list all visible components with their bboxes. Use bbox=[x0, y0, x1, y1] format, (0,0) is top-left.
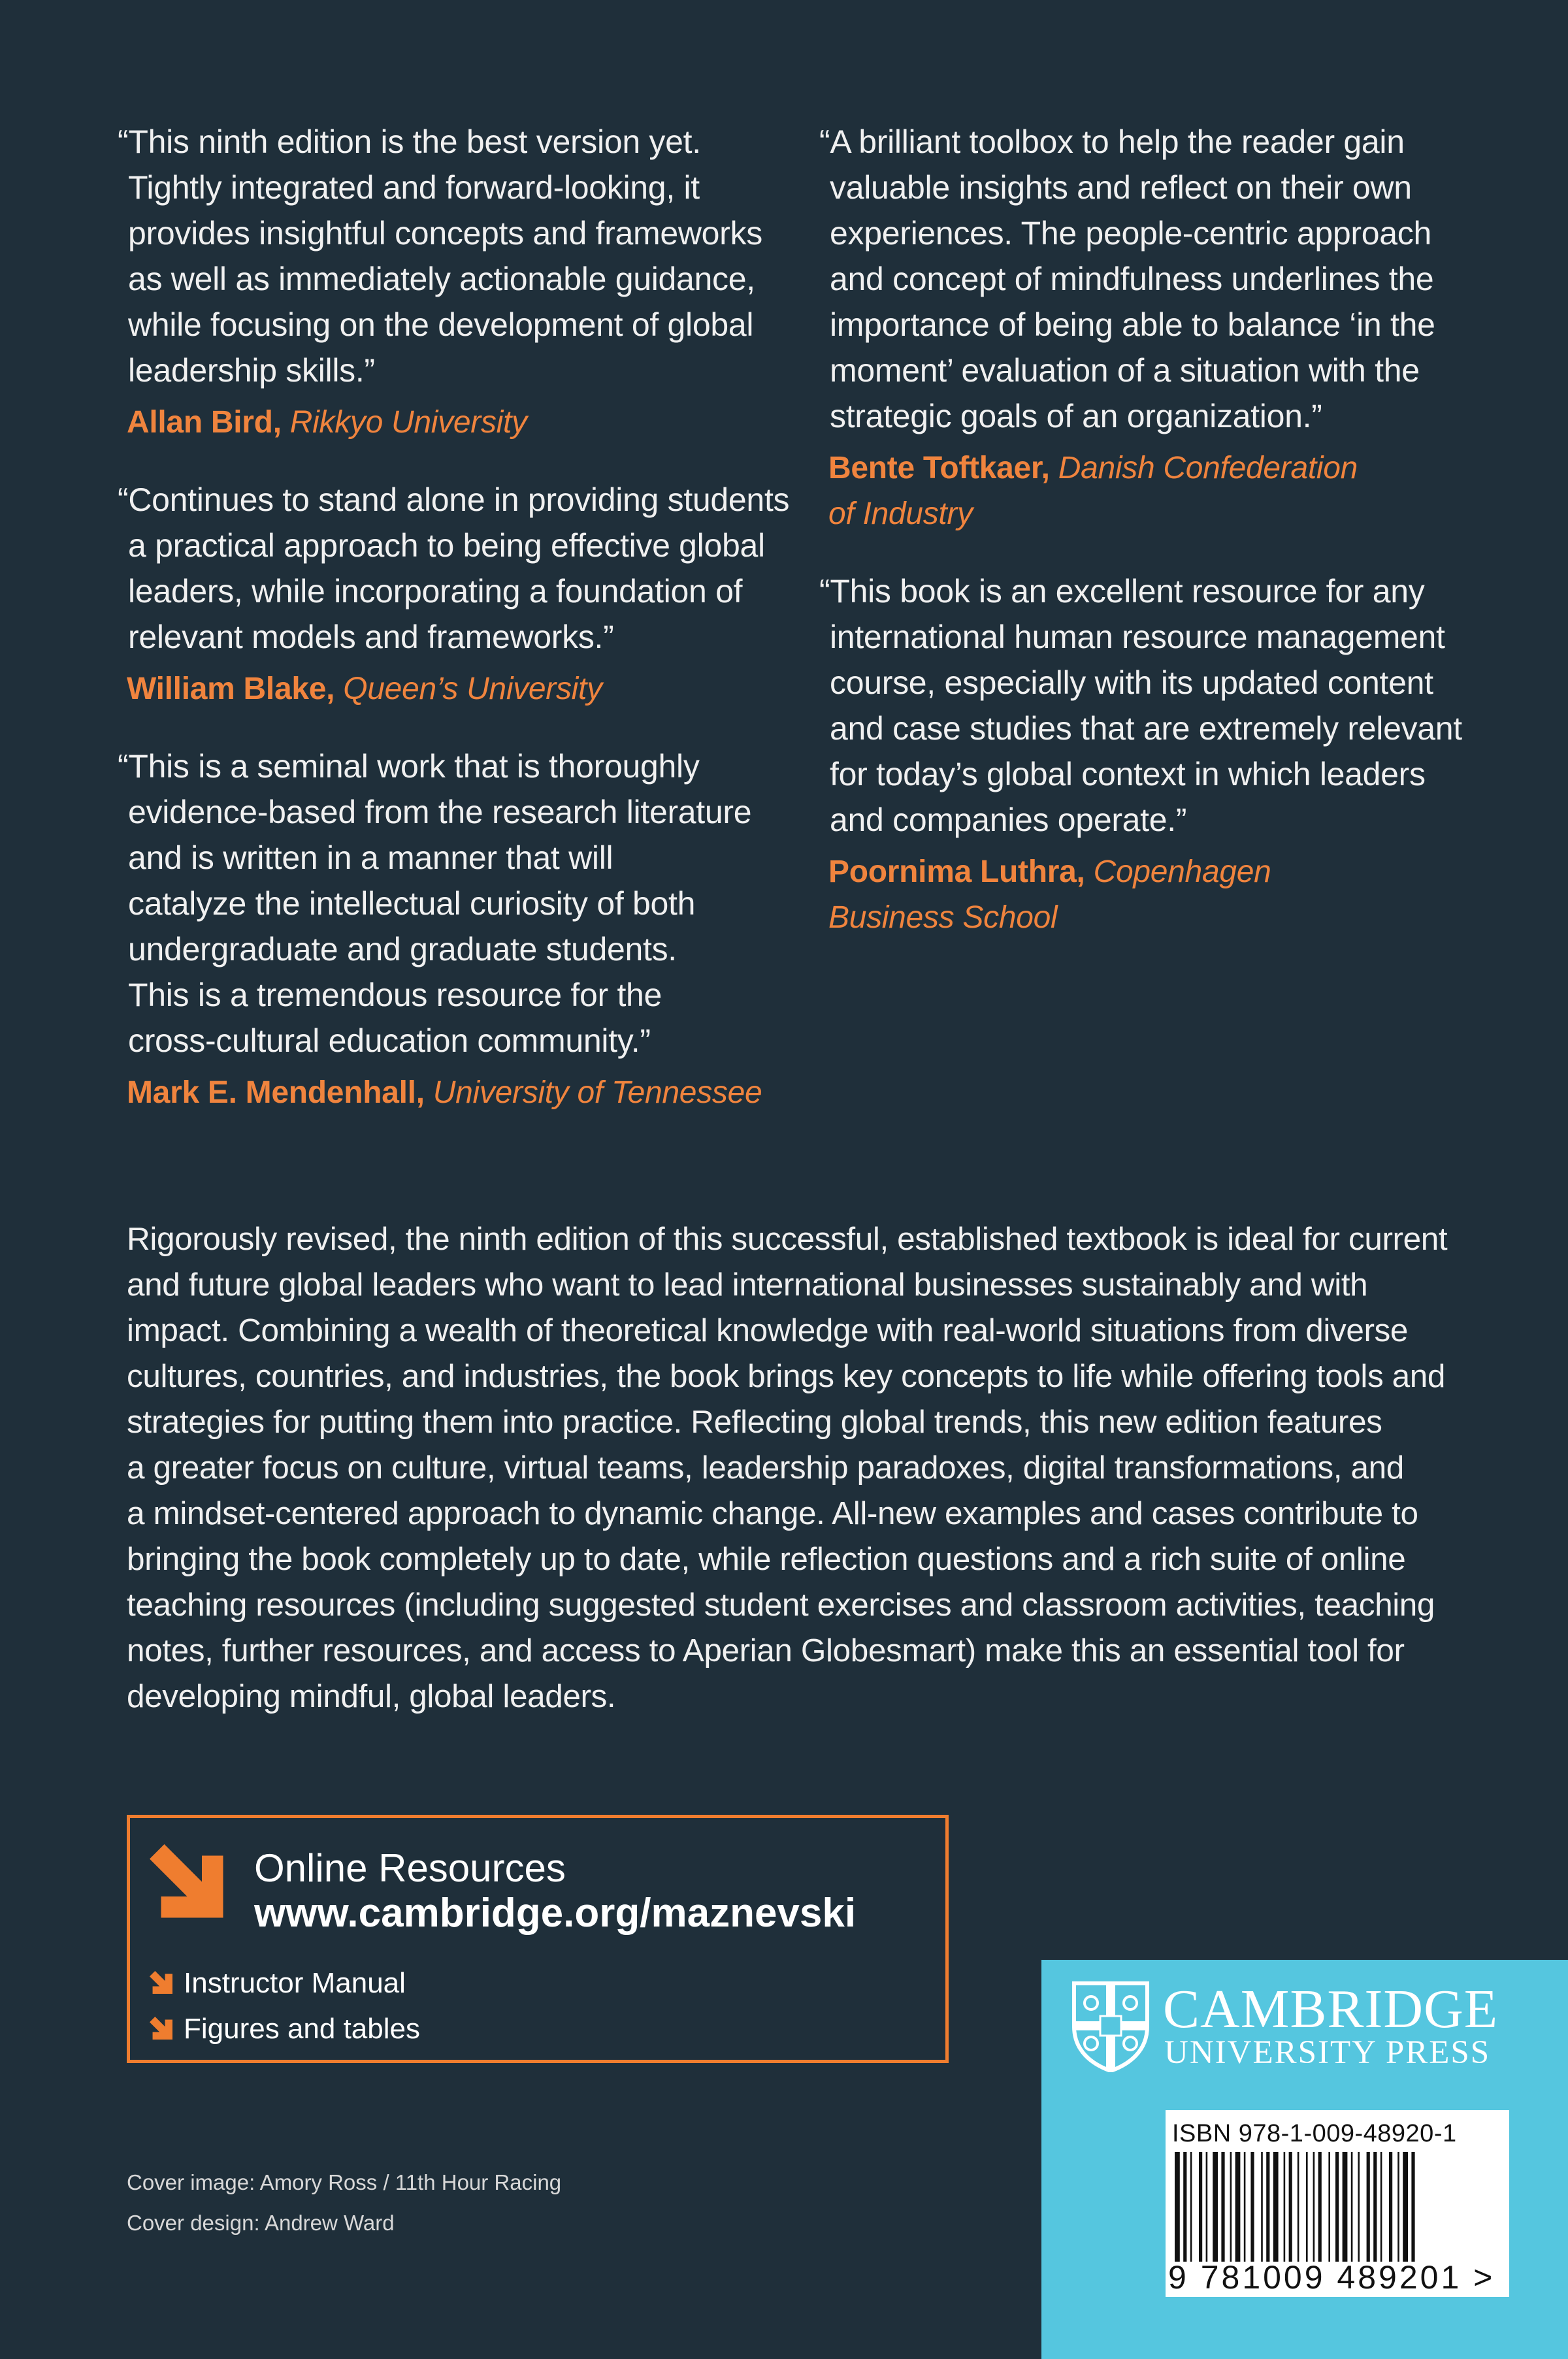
resource-item bbox=[150, 2006, 420, 2052]
resource-item bbox=[150, 1960, 420, 2006]
quote-institution-cont: of Industry bbox=[828, 496, 973, 531]
barcode-bar bbox=[1403, 2152, 1408, 2262]
barcode-bar bbox=[1175, 2152, 1180, 2262]
barcode-bar bbox=[1213, 2152, 1218, 2262]
quote bbox=[118, 477, 810, 712]
publisher-subname: UNIVERSITY PRESS bbox=[1164, 2034, 1491, 2071]
quote-institution: Danish Confederation bbox=[1058, 451, 1358, 485]
quotes-left-column bbox=[118, 119, 810, 1116]
resources-title: Online Resources bbox=[254, 1846, 566, 1890]
barcode-bar bbox=[1244, 2152, 1246, 2262]
quote-text: “Continues to stand alone in providing students a practical approach to being effective global leaders, while incorporating a foundation of relevant models and frameworks.” bbox=[118, 481, 790, 655]
quote-attribution bbox=[127, 400, 810, 446]
barcode-bar bbox=[1306, 2152, 1308, 2262]
barcode-bar bbox=[1380, 2152, 1382, 2262]
quote-attribution bbox=[127, 1070, 810, 1116]
cover-design-credit: Cover design: Andrew Ward bbox=[127, 2211, 395, 2235]
quote-attribution bbox=[828, 446, 1473, 537]
barcode-bar bbox=[1250, 2152, 1254, 2262]
cover-image-credit: Cover image: Amory Ross / 11th Hour Racing bbox=[127, 2170, 562, 2194]
arrow-down-right-icon bbox=[150, 1971, 174, 1996]
barcode-bar bbox=[1389, 2152, 1392, 2262]
resources-url[interactable]: www.cambridge.org/maznevski bbox=[254, 1891, 857, 1936]
quote-author: Poornima Luthra, bbox=[828, 854, 1085, 889]
barcode-bar bbox=[1318, 2152, 1322, 2262]
barcode-bar bbox=[1358, 2152, 1360, 2262]
barcode-bar bbox=[1206, 2152, 1208, 2262]
barcode-bar bbox=[1273, 2152, 1279, 2262]
quote-author: Allan Bird, bbox=[127, 405, 282, 440]
quote-institution: Rikkyo University bbox=[289, 405, 527, 440]
quote-text: “This ninth edition is the best version yet. Tightly integrated and forward-looking, it provides insightful concepts and frameworks as well as immediately actionable guidance, while focusing on the development of global leadership skills.” bbox=[118, 123, 762, 389]
quote-author: Bente Toftkaer, bbox=[828, 451, 1050, 485]
barcode-bar bbox=[1284, 2152, 1286, 2262]
resources-list bbox=[150, 1960, 420, 2052]
barcode bbox=[1166, 2110, 1509, 2297]
barcode-bar bbox=[1343, 2152, 1348, 2262]
barcode-bar bbox=[1230, 2152, 1232, 2262]
quote-text: “This is a seminal work that is thoroughly evidence-based from the research literature and is written in a manner that will catalyze the intellectual curiosity of both undergraduate and graduate students. This is a tremendous resource for the cross-cultural education community.” bbox=[118, 748, 752, 1059]
online-resources-box bbox=[127, 1815, 949, 2063]
cover-credits bbox=[127, 2162, 561, 2243]
barcode-bar bbox=[1298, 2152, 1299, 2262]
cambridge-crest-icon bbox=[1071, 1981, 1150, 2072]
barcode-bars bbox=[1172, 2152, 1503, 2262]
quote-institution: University of Tennessee bbox=[433, 1075, 762, 1110]
barcode-bar bbox=[1235, 2152, 1241, 2262]
isbn-label: ISBN 978-1-009-48920-1 bbox=[1172, 2120, 1457, 2147]
book-description: Rigorously revised, the ninth edition of this successful, established textbook is ideal for current and future global leaders who want to lead international businesses sustainably and with impact. Combining a wealth of theoretical knowledge with real-world situations from diverse cultures, countries, and industries, the book brings key concepts to life while offering tools and strategies for putting them into practice. Reflecting global trends, this new edition features a greater focus on culture, virtual teams, leadership paradoxes, digital transformations, and a mindset-centered approach to dynamic change. All-new examples and cases contribute to bringing the book completely up to date, while reflection questions and a rich suite of online teaching resources (including suggested student exercises and classroom activities, teaching notes, further resources, and access to Aperian Globesmart) make this an essential tool for developing mindful, global leaders. bbox=[127, 1221, 1448, 1714]
barcode-bar bbox=[1328, 2152, 1330, 2262]
barcode-digits: 9 781009 489201 > bbox=[1168, 2259, 1495, 2296]
quote bbox=[118, 743, 810, 1116]
quote bbox=[819, 119, 1473, 537]
quote-text: “This book is an excellent resource for any international human resource management course, especially with its updated content and case studies that are extremely relevant for today’s global context in which leaders and companies operate.” bbox=[819, 573, 1462, 838]
quote-author: William Blake, bbox=[127, 672, 335, 706]
publisher-panel bbox=[1041, 1960, 1568, 2359]
quote-institution: Queen’s University bbox=[343, 672, 602, 706]
barcode-bar bbox=[1373, 2152, 1377, 2262]
resource-item-label: Instructor Manual bbox=[184, 1967, 406, 1999]
quote-author: Mark E. Mendenhall, bbox=[127, 1075, 425, 1110]
quote bbox=[118, 119, 810, 446]
barcode-bar bbox=[1266, 2152, 1269, 2262]
arrow-down-right-icon bbox=[150, 2017, 174, 2042]
barcode-bar bbox=[1183, 2152, 1186, 2262]
quote-institution: Copenhagen bbox=[1093, 854, 1271, 889]
barcode-bar bbox=[1397, 2152, 1399, 2262]
resource-item-label: Figures and tables bbox=[184, 2013, 420, 2045]
quote-text: “A brilliant toolbox to help the reader gain valuable insights and reflect on their own experiences. The people-centric approach and concept of mindfulness underlines the importance of being able to balance ‘in the moment’ evaluation of a situation with the strategic goals of an organization.” bbox=[819, 123, 1435, 434]
publisher-name: CAMBRIDGE bbox=[1163, 1979, 1499, 2040]
barcode-bar bbox=[1335, 2152, 1339, 2262]
quote-institution-cont: Business School bbox=[828, 900, 1058, 935]
barcode-bar bbox=[1261, 2152, 1263, 2262]
barcode-bar bbox=[1190, 2152, 1192, 2262]
barcode-bar bbox=[1367, 2152, 1370, 2262]
quote-attribution bbox=[127, 666, 810, 712]
barcode-bar bbox=[1411, 2152, 1414, 2262]
barcode-bar bbox=[1289, 2152, 1292, 2262]
barcode-bar bbox=[1221, 2152, 1224, 2262]
barcode-bar bbox=[1199, 2152, 1202, 2262]
quote-attribution bbox=[828, 849, 1473, 941]
quotes-right-column bbox=[819, 119, 1473, 941]
barcode-bar bbox=[1351, 2152, 1353, 2262]
arrow-down-right-icon bbox=[150, 1844, 231, 1926]
barcode-bar bbox=[1313, 2152, 1315, 2262]
quote bbox=[819, 568, 1473, 941]
